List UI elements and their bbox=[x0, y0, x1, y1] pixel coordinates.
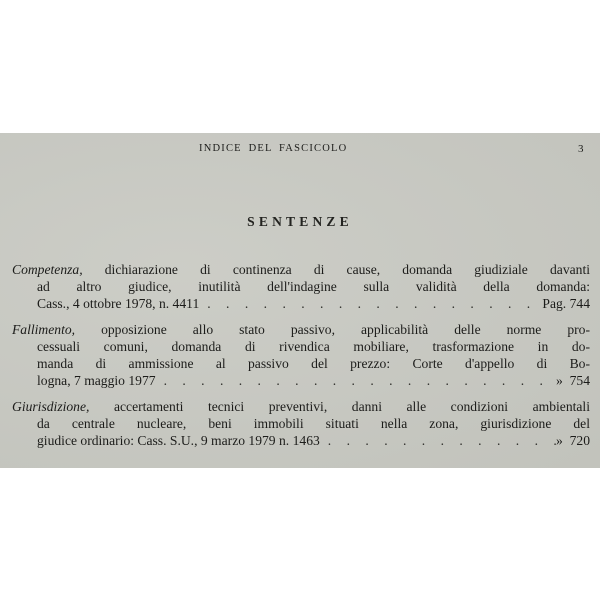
entry-citation: Cass., 4 ottobre 1978, n. 4411 bbox=[37, 296, 200, 311]
dot-leader bbox=[156, 372, 556, 389]
page-ref-number: 720 bbox=[569, 433, 590, 448]
book-page bbox=[0, 133, 600, 468]
page-ref-number: 744 bbox=[569, 296, 590, 311]
entry-last-line bbox=[37, 372, 590, 389]
entry-line bbox=[12, 261, 590, 278]
page-ref-prefix: Pag. bbox=[542, 296, 567, 311]
entry-line: manda di ammissione al passivo del prezzo: Corte d'appello di Bo- bbox=[37, 356, 590, 371]
dot-leader bbox=[199, 295, 542, 312]
section-title: SENTENZE bbox=[247, 214, 353, 229]
entry-line bbox=[12, 398, 590, 415]
entry-citation: giudice ordinario: Cass. S.U., 9 marzo 1979 n. 1463 bbox=[37, 433, 320, 448]
running-head: INDICE DEL FASCICOLO bbox=[199, 143, 348, 154]
entry-keyword: Fallimento, bbox=[12, 322, 76, 337]
page-header bbox=[0, 143, 600, 157]
entry-citation: logna, 7 maggio 1977 bbox=[37, 373, 156, 388]
entry-last-line bbox=[37, 295, 590, 312]
entry-line: ad altro giudice, inutilità dell'indagine sulla validità della domanda: bbox=[37, 279, 590, 294]
page-ref-prefix: » bbox=[556, 373, 563, 388]
entry-last-line bbox=[37, 432, 590, 449]
page-number: 3 bbox=[578, 143, 584, 155]
page-ref-number: 754 bbox=[569, 373, 590, 388]
entry-line: da centrale nucleare, beni immobili situati nella zona, giurisdizione del bbox=[37, 416, 590, 431]
dot-leader bbox=[320, 432, 556, 449]
page-ref-prefix: » bbox=[556, 433, 563, 448]
entry-text: dichiarazione di continenza di cause, domanda giudiziale davanti bbox=[82, 262, 590, 277]
entry-keyword: Giurisdizione, bbox=[12, 399, 90, 414]
entry-line bbox=[12, 321, 590, 338]
entry-text: opposizione allo stato passivo, applicabilità delle norme pro- bbox=[75, 322, 590, 337]
entry-line: cessuali comuni, domanda di rivendica mobiliare, trasformazione in do- bbox=[37, 339, 590, 354]
entry-text: accertamenti tecnici preventivi, danni alle condizioni ambientali bbox=[89, 399, 590, 414]
entry-keyword: Competenza, bbox=[12, 262, 83, 277]
